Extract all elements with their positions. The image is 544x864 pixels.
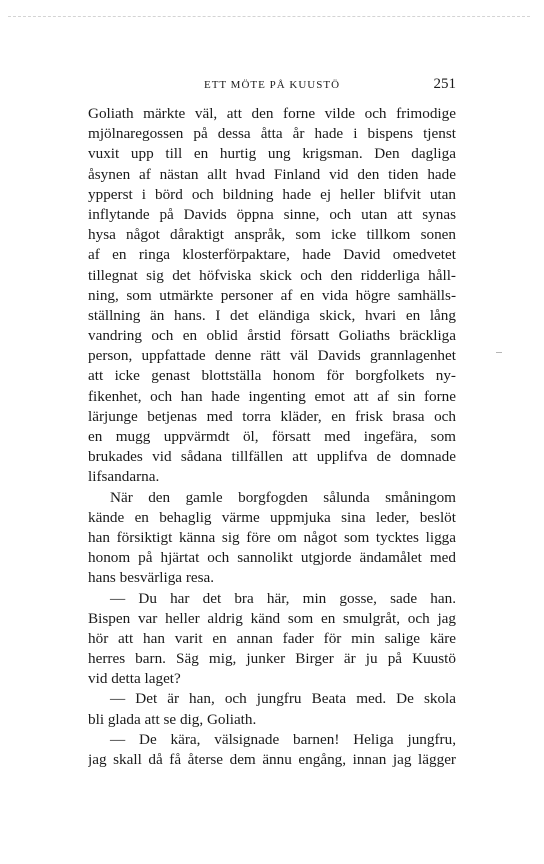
text-line: — De kära, välsignade barnen! Heliga jungfru,	[110, 730, 456, 748]
text-line: — Du har det bra här, min gosse, sade han.	[110, 589, 456, 607]
text-line: — Det är han, och jungfru Beata med. De skola	[110, 690, 456, 708]
text-line: vandring och en oblid årstid försatt Goliaths bräckliga	[88, 327, 456, 345]
page-top-edge	[8, 16, 530, 17]
text-line: jag skall då få återse dem ännu engång, innan jag lägger	[88, 751, 456, 768]
text-line: Goliath märkte väl, att den forne vilde och frimodige	[88, 105, 456, 122]
text-line: hans besvärliga resa.	[88, 569, 215, 587]
margin-mark	[496, 352, 502, 353]
text-line: honom på hjärtat och sannolikt utgjorde ändamålet med	[88, 549, 456, 567]
text-line: fikenhet, och han hade ingenting emot att af sin forne	[88, 387, 456, 405]
text-line: han försiktigt känna sig före om något som tycktes ligga	[88, 528, 456, 546]
text-line: mjölnaregossen på dessa åtta år hade i bispens tjenst	[88, 125, 456, 143]
text-line: en mugg uppvärmdt öl, försatt med ingefära, som	[88, 428, 456, 445]
text-line: hör att han varit en annan fader för min salige käre	[88, 629, 456, 647]
text-line: När den gamle borgfogden sålunda småningom	[110, 488, 456, 506]
page-number: 251	[433, 76, 456, 92]
text-line: tillegnat sig det höfviska skick och den ridderliga håll-	[88, 266, 456, 284]
text-line: ställning än hans. I det eländiga skick, hvari en lång	[88, 306, 456, 324]
text-line: bli glada att se dig, Goliath.	[88, 710, 257, 728]
text-line: att icke genast blottställa honom för borgfolkets ny-	[88, 367, 456, 385]
text-line: vuxit upp till en hurtig ung krigsman. Den dagliga	[88, 145, 456, 163]
text-line: ning, som utmärkte personer af en vida högre samhälls-	[88, 286, 456, 304]
text-line: Bispen var heller aldrig känd som en smulgråt, och jag	[88, 609, 456, 627]
text-line: ypperst i börd och bildning hade ej heller blifvit utan	[88, 185, 456, 203]
text-line: brukades vid sådana tillfällen att upplifva de domnade	[88, 448, 456, 466]
text-line: af en ringa klosterförpaktare, hade David omedvetet	[88, 246, 456, 264]
text-line: åsynen af nästan allt hvad Finland vid den tiden hade	[88, 165, 456, 183]
text-line: kände en behaglig värme uppmjuka sina leder, beslöt	[88, 508, 456, 526]
body-text	[88, 104, 456, 770]
text-line: person, uppfattade denne rätt väl Davids grannlagenhet	[88, 347, 456, 365]
text-line: lärjunge betjenas med torra kläder, en frisk brasa och	[88, 407, 456, 425]
text-line: lifsandarna.	[88, 468, 160, 486]
running-head	[88, 76, 456, 96]
text-line: vid detta laget?	[88, 670, 181, 688]
running-title: ETT MÖTE PÅ KUUSTÖ	[203, 79, 341, 91]
text-line: hysa något dåraktigt anspråk, som icke tillkom sonen	[88, 226, 456, 244]
text-line: inflytande på Davids öppna sinne, och utan att synas	[88, 205, 456, 223]
text-line: herres barn. Säg mig, junker Birger är ju på Kuustö	[88, 650, 456, 668]
